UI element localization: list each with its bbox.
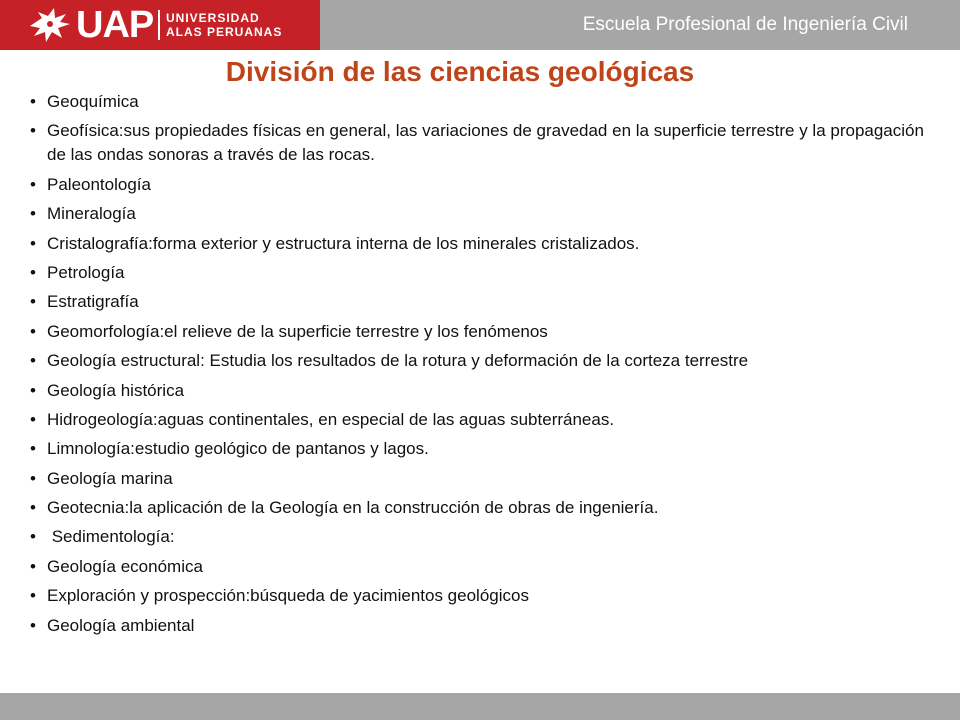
- list-item: [30, 119, 935, 167]
- bullet-marker: •: [30, 380, 36, 400]
- bullet-marker: •: [30, 262, 36, 282]
- list-item: [30, 320, 935, 344]
- list-item-text: Geomorfología:el relieve de la superficie terrestre y los fenómenos: [47, 321, 548, 341]
- logo-uap-text: UAP: [76, 4, 154, 46]
- list-item-text: Exploración y prospección:búsqueda de yacimientos geológicos: [47, 586, 529, 606]
- list-item: [30, 408, 935, 432]
- list-item: [30, 232, 935, 256]
- list-item: [30, 173, 935, 197]
- list-item-text: Geología estructural: Estudia los resultados de la rotura y deformación de la corteza terrestre: [47, 351, 749, 371]
- list-item-text: Geología histórica: [47, 380, 185, 400]
- eagle-emblem-icon: [28, 6, 72, 44]
- list-item: [30, 349, 935, 373]
- bullet-list: [30, 90, 935, 643]
- list-item-text: Geología ambiental: [47, 615, 195, 635]
- list-item: [30, 437, 935, 461]
- university-logo: [0, 0, 320, 50]
- list-item: [30, 90, 935, 114]
- logo-line-2: ALAS PERUANAS: [166, 25, 283, 39]
- list-item-text: Geología marina: [47, 468, 173, 488]
- list-item-text: Geofísica:sus propiedades físicas en general, las variaciones de gravedad en la superficie terrestre y la propagación de las ondas sonoras a través de las rocas.: [47, 121, 924, 165]
- bullet-marker: •: [30, 439, 36, 459]
- header-bar: [0, 0, 960, 50]
- bullet-marker: •: [30, 527, 36, 547]
- bullet-marker: •: [30, 498, 36, 518]
- list-item: [30, 202, 935, 226]
- list-item-text: Geotecnia:la aplicación de la Geología en la construcción de obras de ingeniería.: [47, 498, 659, 518]
- bullet-marker: •: [30, 468, 36, 488]
- list-item: [30, 496, 935, 520]
- logo-divider: [158, 10, 160, 40]
- list-item: [30, 525, 935, 549]
- bullet-marker: •: [30, 92, 36, 111]
- bullet-marker: •: [30, 586, 36, 606]
- bullet-marker: •: [30, 351, 36, 371]
- logo-university-name: [166, 11, 316, 39]
- bullet-marker: •: [30, 556, 36, 576]
- list-item-text: Estratigrafía: [47, 292, 139, 312]
- list-item-text: Geología económica: [47, 556, 203, 576]
- bullet-marker: •: [30, 292, 36, 312]
- list-item: [30, 290, 935, 314]
- footer-bar: [0, 693, 960, 720]
- list-item-text: Geoquímica: [47, 92, 139, 111]
- list-item: [30, 379, 935, 403]
- list-item: [30, 261, 935, 285]
- bullet-marker: •: [30, 174, 36, 194]
- slide-title: División de las ciencias geológicas: [225, 56, 695, 87]
- list-item: [30, 555, 935, 579]
- list-item-text: Sedimentología:: [47, 527, 175, 547]
- bullet-marker: •: [30, 409, 36, 429]
- bullet-marker: •: [30, 321, 36, 341]
- list-item-text: Paleontología: [47, 174, 151, 194]
- list-item: [30, 584, 935, 608]
- list-item-text: Cristalografía:forma exterior y estructura interna de los minerales cristalizados.: [47, 233, 640, 253]
- list-item: [30, 467, 935, 491]
- list-item-text: Mineralogía: [47, 204, 136, 224]
- school-name: Escuela Profesional de Ingeniería Civil: [582, 14, 908, 35]
- logo-line-1: UNIVERSIDAD: [166, 11, 260, 25]
- list-item: [30, 614, 935, 638]
- bullet-marker: •: [30, 204, 36, 224]
- bullet-marker: •: [30, 233, 36, 253]
- bullet-marker: •: [30, 615, 36, 635]
- list-item-text: Hidrogeología:aguas continentales, en especial de las aguas subterráneas.: [47, 409, 615, 429]
- list-item-text: Limnología:estudio geológico de pantanos y lagos.: [47, 439, 429, 459]
- bullet-marker: •: [30, 121, 36, 141]
- list-item-text: Petrología: [47, 262, 125, 282]
